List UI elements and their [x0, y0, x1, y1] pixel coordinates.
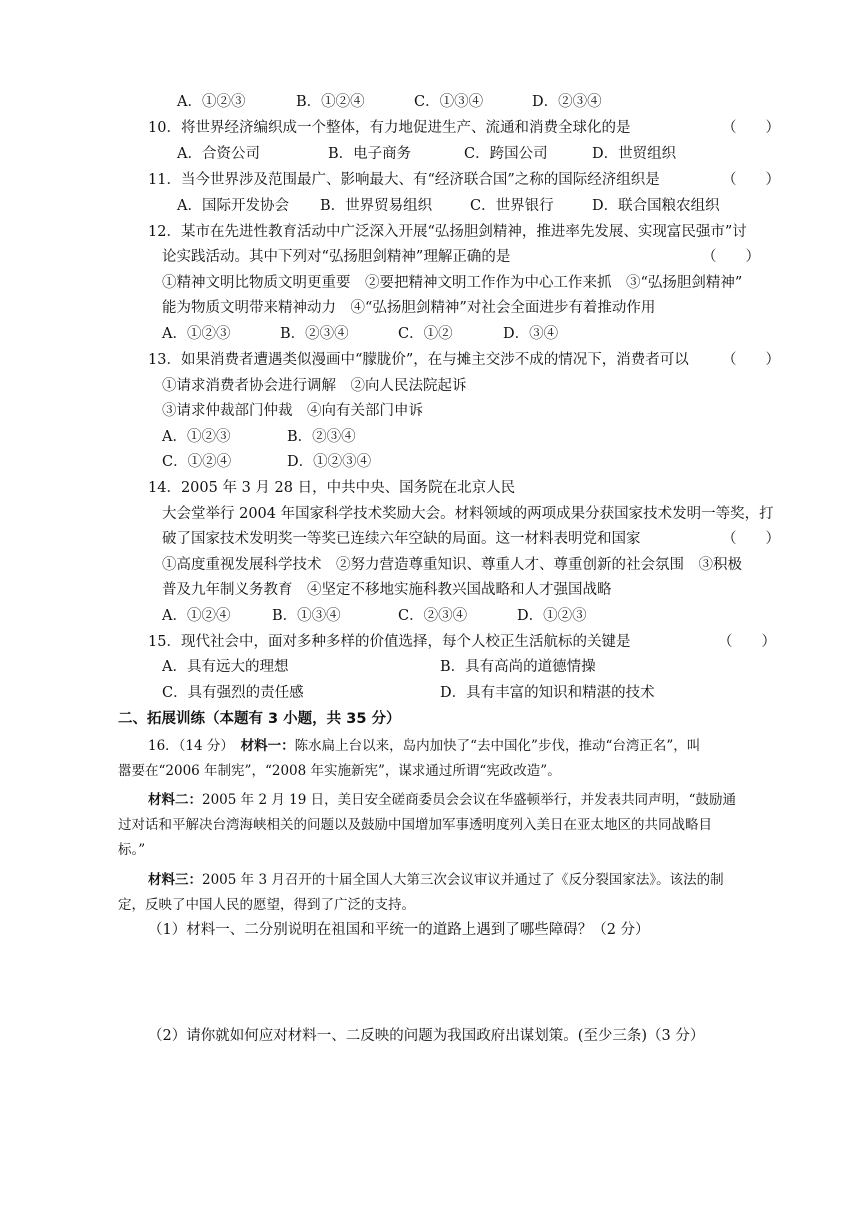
material-3-text-2: 定，反映了中国人民的愿望，得到了广泛的支持。 — [118, 897, 415, 913]
q14-line-3: 破了国家技术发明奖一等奖已连续六年空缺的局面。这一材料表明党和国家 — [162, 531, 641, 547]
q14-option-d: D．①②③ — [517, 608, 587, 624]
section-2-title: 二、拓展训练（本题有 3 小题，共 35 分） — [118, 711, 401, 727]
q13-option-a: A．①②③ — [162, 429, 231, 445]
material-1-text-2: 嚣要在“2006 年制宪”，“2008 年实施新宪”，谋求通过所谓“宪政改造”。 — [118, 763, 561, 779]
material-2-label: 材料二： — [148, 792, 202, 808]
q11-option-b: B．世界贸易组织 — [320, 198, 433, 214]
q16-prefix: 16．（14 分） — [148, 738, 241, 754]
q10-stem: 10．将世界经济编织成一个整体，有力地促进生产、流通和消费全球化的是 — [148, 120, 631, 136]
q10-option-a: A．合资公司 — [177, 146, 260, 162]
material-1-text-1: 陈水扁上台以来，岛内加快了“去中国化”步伐，推动“台湾正名”，叫 — [294, 738, 701, 754]
q16-line-1 — [148, 736, 700, 756]
q16-material-2-line-1 — [148, 790, 736, 810]
q11-option-a: A．国际开发协会 — [177, 198, 289, 214]
q12-line-2: 论实践活动。其中下列对“弘扬胆剑精神”理解正确的是 — [162, 249, 511, 265]
q10-option-d: D．世贸组织 — [592, 146, 677, 162]
q9-option-c: C．①③④ — [414, 94, 484, 110]
q10-answer-bracket: （ ） — [722, 120, 780, 136]
material-1-label: 材料一： — [240, 738, 295, 754]
q16-material-3-line-1 — [148, 870, 724, 890]
q9-option-d: D．②③④ — [532, 94, 602, 110]
q14-option-c: C．②③④ — [398, 608, 468, 624]
q14-line-2: 大会堂举行 2004 年国家科学技术奖励大会。材料领域的两项成果分获国家技术发明一等奖，打 — [162, 506, 774, 522]
q15-option-d: D．具有丰富的知识和精湛的技术 — [440, 685, 655, 701]
q12-answer-bracket: （ ） — [702, 249, 760, 265]
q14-line-1: 14．2005 年 3 月 28 日，中共中央、国务院在北京人民 — [148, 480, 516, 496]
q12-option-d: D．③④ — [503, 326, 559, 342]
q15-answer-bracket: （ ） — [718, 634, 776, 650]
q11-option-d: D．联合国粮农组织 — [592, 198, 720, 214]
q15-option-c: C．具有强烈的责任感 — [162, 685, 304, 701]
q11-option-c: C．世界银行 — [470, 198, 554, 214]
q9-option-b: B．①②④ — [296, 94, 365, 110]
q14-option-b: B．①③④ — [272, 608, 341, 624]
q12-option-b: B．②③④ — [280, 326, 349, 342]
q14-option-a: A．①②④ — [162, 608, 231, 624]
q10-option-c: C．跨国公司 — [464, 146, 548, 162]
q12-line-4: 能为物质文明带来精神动力 ④“弘扬胆剑精神”对社会全面进步有着推动作用 — [162, 300, 656, 316]
q14-line-5: 普及九年制义务教育 ④坚定不移地实施科教兴国战略和人才强国战略 — [162, 582, 612, 598]
material-3-label: 材料三： — [148, 872, 202, 888]
q13-option-c: C．①②④ — [162, 454, 232, 470]
q11-answer-bracket: （ ） — [722, 172, 780, 188]
material-3-text-1: 2005 年 3 月召开的十届全国人大第三次会议审议并通过了《反分裂国家法》。该法的制 — [202, 872, 724, 888]
q13-stem: 13．如果消费者遭遇类似漫画中“朦胧价”，在与摊主交涉不成的情况下，消费者可以 — [148, 352, 689, 368]
q9-option-a: A．①②③ — [177, 94, 246, 110]
q13-option-b: B．②③④ — [287, 429, 356, 445]
material-2-text-3: 标。” — [118, 842, 146, 858]
material-2-text-1: 2005 年 2 月 19 日，美日安全磋商委员会会议在华盛顿举行，并发表共同声明，“鼓励通 — [202, 792, 736, 808]
q12-line-3: ①精神文明比物质文明更重要 ②要把精神文明工作作为中心工作来抓 ③“弘扬胆剑精神” — [162, 275, 743, 291]
q13-answer-bracket: （ ） — [722, 352, 780, 368]
q15-stem: 15．现代社会中，面对多种多样的价值选择，每个人校正生活航标的关键是 — [148, 634, 631, 650]
q15-option-a: A．具有远大的理想 — [162, 659, 289, 675]
q12-option-a: A．①②③ — [162, 326, 231, 342]
q12-option-c: C．①② — [398, 326, 453, 342]
q11-stem: 11．当今世界涉及范围最广、影响最大、有“经济联合国”之称的国际经济组织是 — [148, 172, 660, 188]
material-2-text-2: 过对话和平解决台湾海峡相关的问题以及鼓励中国增加军事透明度列入美日在亚太地区的共同战略目 — [118, 817, 712, 833]
q16-sub-question-1: （1）材料一、二分别说明在祖国和平统一的道路上遇到了哪些障碍？（2 分） — [148, 922, 650, 938]
q10-option-b: B．电子商务 — [328, 146, 412, 162]
q12-line-1: 12．某市在先进性教育活动中广泛深入开展“弘扬胆剑精神，推进率先发展、实现富民强市”讨 — [148, 224, 747, 240]
q14-line-4: ①高度重视发展科学技术 ②努力营造尊重知识、尊重人才、尊重创新的社会氛围 ③积极 — [162, 557, 742, 573]
q13-line-2: ①请求消费者协会进行调解 ②向人民法院起诉 — [162, 378, 467, 394]
q16-sub-question-2: （2）请你就如何应对材料一、二反映的问题为我国政府出谋划策。(至少三条)（3 分） — [148, 1028, 705, 1044]
q15-option-b: B．具有高尚的道德情操 — [440, 659, 596, 675]
q13-option-d: D．①②③④ — [287, 454, 372, 470]
q13-line-3: ③请求仲裁部门仲裁 ④向有关部门申诉 — [162, 403, 423, 419]
q14-answer-bracket: （ ） — [722, 531, 780, 547]
